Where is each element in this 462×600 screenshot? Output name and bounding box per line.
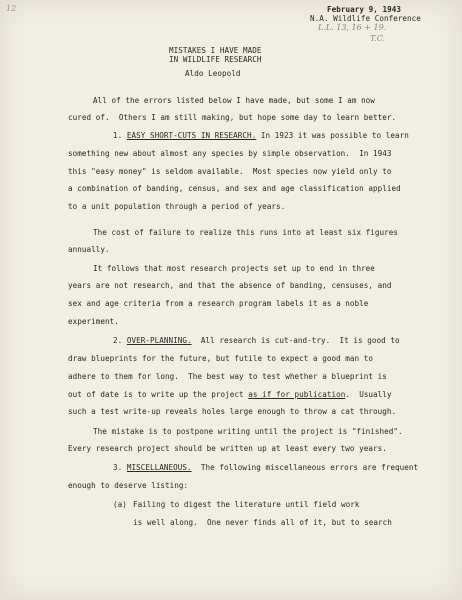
section-1-line-2: something new about almost any species by simple observation. In 1943 <box>68 149 392 158</box>
item-a-label: (a) <box>113 500 127 509</box>
section-1-line-4: a combination of banding, census, and sex and age classification applied <box>68 184 401 193</box>
para-follows-line-4: experiment. <box>68 317 119 326</box>
section-1-line-1: In 1923 it was possible to learn <box>256 131 409 140</box>
para-follows-line-3: sex and age criteria from a research program labels it as a noble <box>68 299 369 308</box>
header-date: February 9, 1943 <box>327 5 401 14</box>
para-mistake-line-1: The mistake is to postpone writing until the project is "finished". <box>93 427 403 436</box>
section-1-title: EASY SHORT-CUTS IN RESEARCH. <box>126 131 257 140</box>
corner-mark: 12 <box>6 4 17 13</box>
para-follows-line-2: years are not research, and that the absence of banding, censuses, and <box>68 281 392 290</box>
section-3-line-1: The following miscellaneous errors are frequent <box>191 463 419 472</box>
para-follows-line-1: It follows that most research projects set up to end in three <box>93 264 375 273</box>
section-2-line-2: draw blueprints for the future, but futile to expect a good man to <box>68 354 374 363</box>
section-2-line-4 <box>68 390 392 399</box>
section-3-number: 3. <box>113 463 123 472</box>
section-2-heading <box>113 336 400 345</box>
handwritten-note-2: T.C. <box>370 34 386 43</box>
section-3-line-2: enough to deserve listing: <box>68 481 189 490</box>
title-line-2: IN WILDLIFE RESEARCH <box>169 55 262 64</box>
section-1-line-5: to a unit population through a period of years. <box>68 202 286 211</box>
header-conference: N.A. Wildlife Conference <box>310 14 421 23</box>
intro-line-1: All of the errors listed below I have made, but some I am now <box>93 96 375 105</box>
section-2-line-5: such a test write-up reveals holes large enough to throw a cat through. <box>68 407 397 416</box>
section-2-number: 2. <box>113 336 123 345</box>
para-cost-line-1: The cost of failure to realize this runs into at least six figures <box>93 228 399 237</box>
section-1-heading <box>113 131 409 140</box>
section-2-title: OVER-PLANNING. <box>126 336 192 345</box>
para-mistake-line-2: Every research project should be written up at least every two years. <box>68 444 387 453</box>
intro-line-2: cured of. Others I am still making, but hope some day to learn better. <box>68 113 397 122</box>
section-2-line-4-pre: out of date is to write up the project <box>68 390 249 399</box>
section-3-heading <box>113 463 418 472</box>
section-1-number: 1. <box>113 131 123 140</box>
handwritten-note-1: L.L. 13, 16 + 19. <box>318 23 387 32</box>
section-2-line-1: All research is cut-and-try. It is good to <box>191 336 400 345</box>
para-cost-line-2: annually. <box>68 245 110 254</box>
item-a-line-2: is well along. One never finds all of it, but to search <box>133 518 392 527</box>
title-line-1: MISTAKES I HAVE MADE <box>169 46 262 55</box>
section-2-line-3: adhere to them for long. The best way to test whether a blueprint is <box>68 372 387 381</box>
section-2-line-4-post: . Usually <box>345 390 392 399</box>
section-2-emphasis: as if for publication <box>248 390 346 399</box>
author: Aldo Leopold <box>185 69 241 78</box>
section-3-title: MISCELLANEOUS. <box>126 463 192 472</box>
section-1-line-3: this "easy money" is seldom available. Most species now yield only to <box>68 167 392 176</box>
item-a-line-1: Failing to digest the literature until field work <box>133 500 360 509</box>
